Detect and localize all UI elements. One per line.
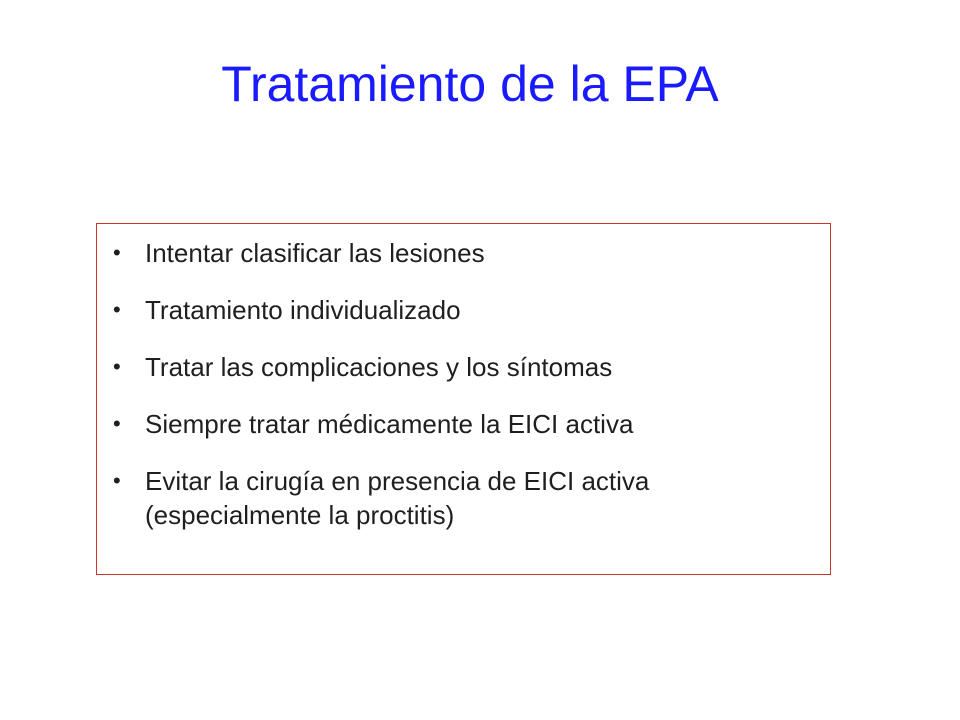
bullet-icon: • <box>113 354 121 379</box>
bullet-icon: • <box>113 297 121 322</box>
bullet-text: Intentar clasificar las lesiones <box>145 238 485 268</box>
slide-title: Tratamiento de la EPA <box>221 56 719 112</box>
bullet-item <box>105 464 820 532</box>
bullet-item <box>105 350 820 384</box>
bullet-text: Siempre tratar médicamente la EICI activa <box>145 409 634 439</box>
bullet-item <box>105 236 820 270</box>
bullet-list <box>105 236 820 555</box>
bullet-item <box>105 293 820 327</box>
bullet-icon: • <box>113 411 121 436</box>
bullet-text: Evitar la cirugía en presencia de EICI activa (especialmente la proctitis) <box>145 466 650 530</box>
bullet-icon: • <box>113 240 121 265</box>
content-box <box>96 223 831 575</box>
bullet-icon: • <box>113 468 121 493</box>
bullet-item <box>105 407 820 441</box>
bullet-text: Tratamiento individualizado <box>145 295 461 325</box>
bullet-text: Tratar las complicaciones y los síntomas <box>145 352 613 382</box>
